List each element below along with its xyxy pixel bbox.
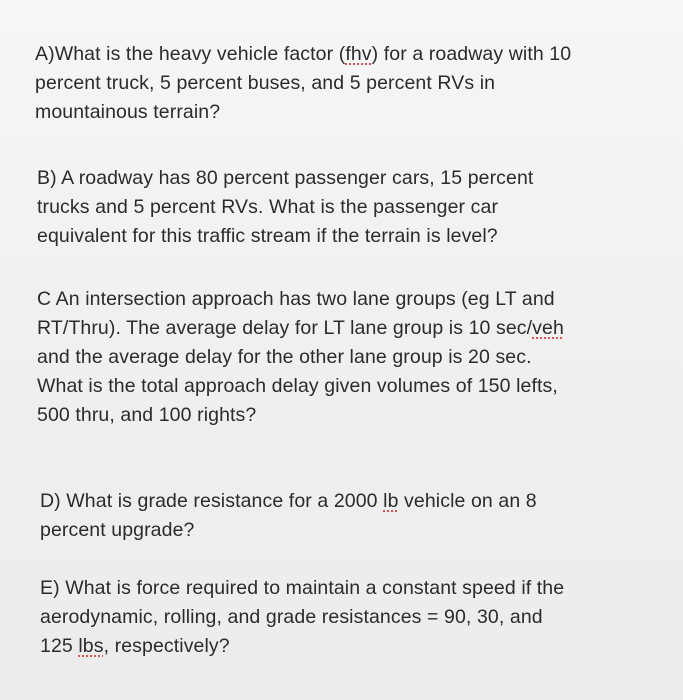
question-e (40, 574, 564, 661)
question-a (35, 40, 571, 127)
question-d-line-2: percent upgrade? (40, 519, 195, 541)
question-b (37, 164, 533, 251)
question-d (40, 487, 537, 545)
question-b-line-3: equivalent for this traffic stream if the terrain is level? (37, 225, 498, 247)
question-a-line-2: percent truck, 5 percent buses, and 5 percent RVs in (35, 72, 496, 94)
misspelled-word[interactable]: fhv (345, 43, 372, 65)
question-c-line-5: 500 thru, and 100 rights? (37, 404, 257, 426)
question-c-line-4: What is the total approach delay given volumes of 150 lefts, (37, 375, 558, 397)
question-c-line-3: and the average delay for the other lane group is 20 sec. (37, 346, 532, 368)
question-e-line-3: 125 lbs, respectively? (40, 635, 230, 657)
question-e-line-2: aerodynamic, rolling, and grade resistances = 90, 30, and (40, 606, 543, 628)
question-a-line-3: mountainous terrain? (35, 101, 221, 123)
misspelled-word[interactable]: lbs (78, 635, 104, 657)
question-b-line-2: trucks and 5 percent RVs. What is the passenger car (37, 196, 499, 218)
question-d-line-1: D) What is grade resistance for a 2000 lb vehicle on an 8 (40, 490, 537, 512)
question-a-line-1: A)What is the heavy vehicle factor (fhv) for a roadway with 10 (35, 43, 572, 65)
question-e-line-1: E) What is force required to maintain a constant speed if the (40, 577, 565, 599)
question-b-line-1: B) A roadway has 80 percent passenger cars, 15 percent (37, 167, 534, 189)
question-c-line-1: C An intersection approach has two lane groups (eg LT and (37, 288, 555, 310)
question-c-line-2: RT/Thru). The average delay for LT lane group is 10 sec/veh (37, 317, 564, 339)
misspelled-word[interactable]: lb (383, 490, 399, 512)
misspelled-word[interactable]: veh (532, 317, 564, 339)
question-c (37, 285, 564, 430)
